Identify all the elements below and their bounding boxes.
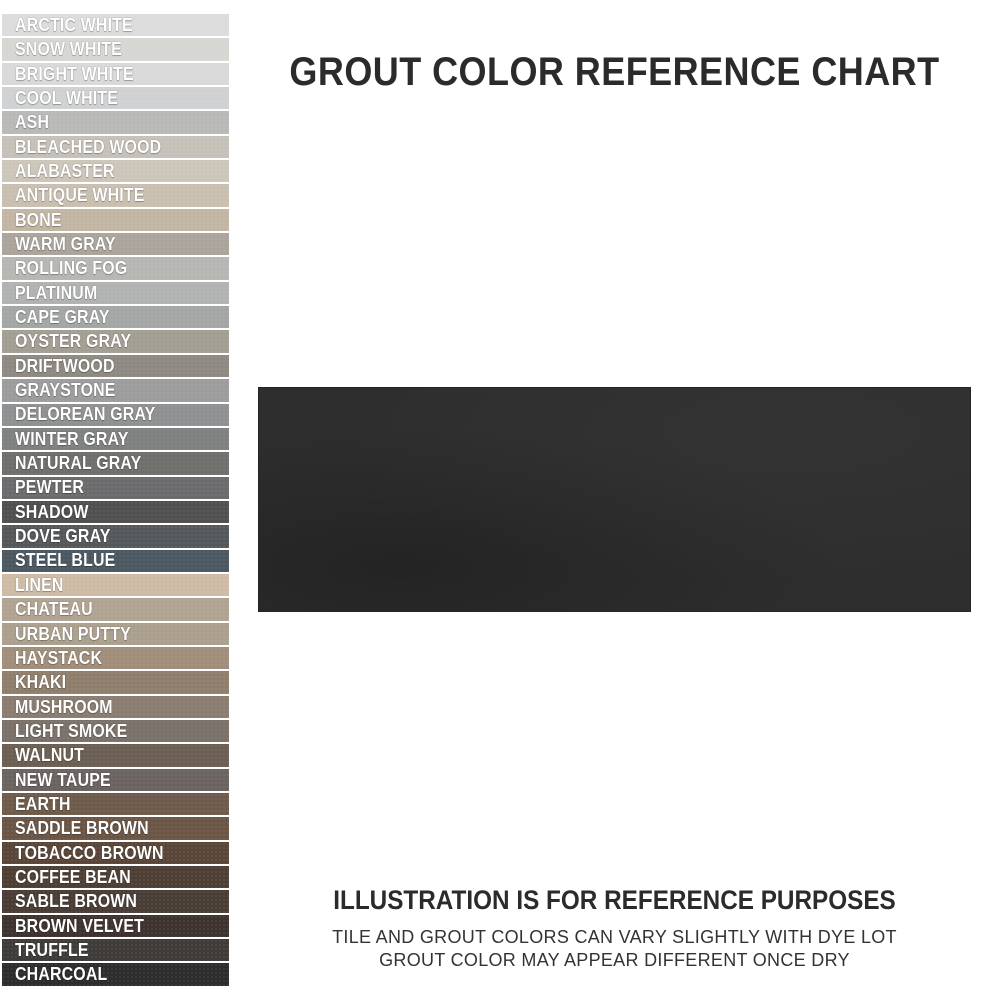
color-swatch	[2, 817, 229, 839]
color-swatch	[2, 379, 229, 401]
color-swatch	[2, 720, 229, 742]
color-swatch-label: NEW TAUPE	[15, 768, 111, 790]
color-swatch-label: STEEL BLUE	[15, 549, 116, 571]
color-swatch	[2, 793, 229, 815]
color-swatch-label: TRUFFLE	[15, 939, 89, 960]
color-swatch-label: BONE	[15, 208, 62, 230]
grout-color-swatch-list	[2, 14, 229, 986]
color-swatch	[2, 866, 229, 888]
color-swatch	[2, 598, 229, 620]
color-swatch	[2, 257, 229, 279]
color-swatch	[2, 915, 229, 937]
color-swatch	[2, 428, 229, 450]
color-swatch-label: PEWTER	[15, 476, 85, 498]
color-swatch-label: LIGHT SMOKE	[15, 719, 128, 741]
color-swatch-label: OYSTER GRAY	[15, 330, 132, 352]
color-swatch-label: ROLLING FOG	[15, 257, 128, 279]
disclaimer-line: TILE AND GROUT COLORS CAN VARY SLIGHTLY WITH DYE LOT	[332, 927, 897, 947]
color-swatch	[2, 842, 229, 864]
color-swatch-label: LINEN	[15, 573, 64, 595]
color-swatch-label: CHATEAU	[15, 598, 93, 620]
color-swatch	[2, 209, 229, 231]
color-swatch-label: WARM GRAY	[15, 233, 116, 255]
color-swatch	[2, 769, 229, 791]
color-swatch	[2, 404, 229, 426]
disclaimer-heading: ILLUSTRATION IS FOR REFERENCE PURPOSES	[333, 885, 896, 915]
color-swatch-label: KHAKI	[15, 671, 67, 693]
page-title: GROUT COLOR REFERENCE CHART	[289, 50, 940, 94]
color-swatch-label: EARTH	[15, 793, 71, 814]
color-swatch	[2, 452, 229, 474]
color-swatch	[2, 671, 229, 693]
color-swatch-label: DOVE GRAY	[15, 525, 111, 547]
color-swatch	[2, 38, 229, 60]
color-swatch-label: PLATINUM	[15, 281, 98, 303]
color-swatch-label: DRIFTWOOD	[15, 354, 115, 376]
color-swatch	[2, 160, 229, 182]
color-swatch	[2, 696, 229, 718]
color-swatch	[2, 87, 229, 109]
grout-sample-illustration	[258, 387, 971, 612]
color-swatch	[2, 890, 229, 912]
color-swatch	[2, 525, 229, 547]
color-swatch	[2, 355, 229, 377]
color-swatch	[2, 501, 229, 523]
color-swatch-label: MUSHROOM	[15, 695, 113, 717]
color-swatch-label: BROWN VELVET	[15, 914, 145, 936]
color-swatch-label: DELOREAN GRAY	[15, 403, 156, 425]
color-swatch	[2, 550, 229, 572]
color-swatch	[2, 14, 229, 36]
color-swatch	[2, 136, 229, 158]
color-swatch-label: SABLE BROWN	[15, 890, 138, 912]
color-swatch	[2, 963, 229, 985]
color-swatch-label: WALNUT	[15, 744, 85, 766]
color-swatch-label: TOBACCO BROWN	[15, 841, 164, 863]
color-swatch	[2, 282, 229, 304]
color-swatch-label: SHADOW	[15, 500, 89, 522]
color-swatch-label: CHARCOAL	[15, 963, 108, 985]
color-swatch	[2, 744, 229, 766]
color-swatch-label: COOL WHITE	[15, 87, 119, 108]
color-swatch	[2, 63, 229, 85]
color-swatch-label: ASH	[15, 111, 50, 133]
color-swatch	[2, 330, 229, 352]
color-swatch	[2, 623, 229, 645]
color-swatch-label: WINTER GRAY	[15, 427, 129, 449]
color-swatch-label: URBAN PUTTY	[15, 622, 131, 644]
color-swatch	[2, 939, 229, 961]
color-swatch	[2, 647, 229, 669]
color-swatch-label: SNOW WHITE	[15, 38, 122, 60]
color-swatch-label: ARCTIC WHITE	[15, 14, 133, 35]
color-swatch-label: COFFEE BEAN	[15, 866, 131, 887]
color-swatch-label: SADDLE BROWN	[15, 817, 149, 839]
color-swatch	[2, 477, 229, 499]
color-swatch-label: GRAYSTONE	[15, 379, 116, 401]
color-swatch-label: BLEACHED WOOD	[15, 135, 162, 157]
color-swatch	[2, 184, 229, 206]
color-swatch-label: BRIGHT WHITE	[15, 62, 134, 84]
color-swatch-label: CAPE GRAY	[15, 306, 110, 328]
color-swatch-label: NATURAL GRAY	[15, 452, 142, 474]
color-swatch-label: ANTIQUE WHITE	[15, 184, 145, 206]
color-swatch	[2, 574, 229, 596]
color-swatch-label: ALABASTER	[15, 160, 115, 181]
color-swatch	[2, 306, 229, 328]
color-swatch-label: HAYSTACK	[15, 646, 103, 668]
disclaimer-line: GROUT COLOR MAY APPEAR DIFFERENT ONCE DRY	[379, 950, 850, 970]
color-swatch	[2, 111, 229, 133]
color-swatch	[2, 233, 229, 255]
